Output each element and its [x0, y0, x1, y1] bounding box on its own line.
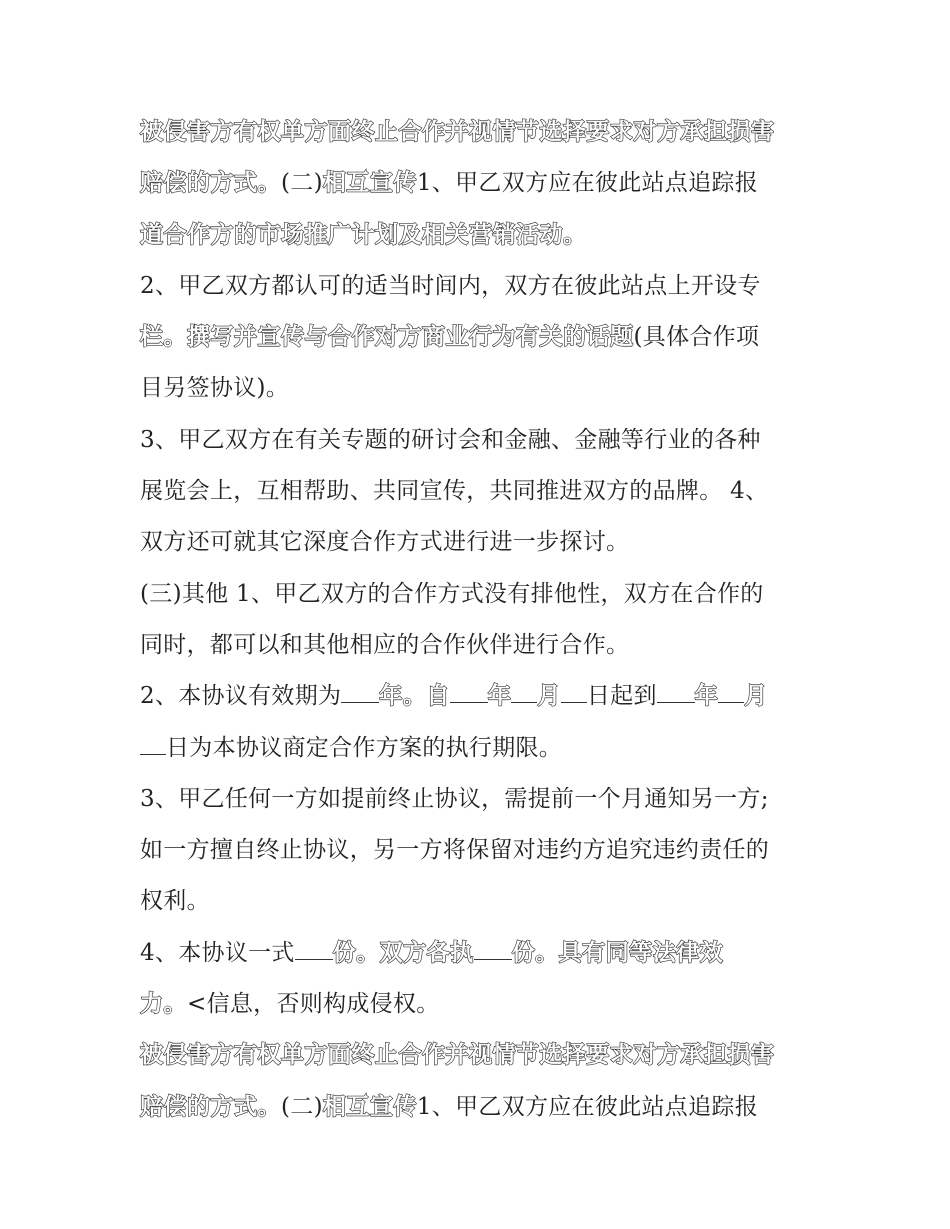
plain-text: (二) [281, 170, 323, 197]
text-line [140, 774, 820, 825]
outlined-text: 相互宣传 [322, 1093, 417, 1120]
outlined-text: 赔偿的方式。 [140, 1093, 281, 1120]
text-line [140, 415, 820, 466]
plain-text: 权利。 [140, 888, 210, 915]
plain-text: 同时，都可以和其他相应的合作伙伴进行合作。 [140, 631, 630, 658]
text-line [140, 210, 820, 261]
plain-text: 日为本协议商定合作方案的执行期限。 [166, 734, 563, 761]
outlined-text: 赔偿的方式。 [140, 170, 281, 197]
text-line [140, 363, 820, 414]
outlined-text: 被侵害方有权单方面终止合作并视情节选择要求对方承担损害 [140, 119, 775, 145]
plain-text: 3、甲乙双方在有关专题的研讨会和金融、金融等行业的各种 [140, 426, 761, 453]
plain-text: 3、甲乙任何一方如提前终止协议，需提前一个月通知另一方; [140, 785, 769, 812]
outlined-text: 被侵害方有权单方面终止合作并视情节选择要求对方承担损害 [140, 1042, 775, 1069]
plain-text: 4、本协议一式 [140, 939, 295, 966]
text-line [140, 312, 820, 363]
text-line [140, 928, 820, 979]
outlined-text: 份。双方各执 [332, 939, 474, 966]
text-line [140, 107, 820, 158]
plain-text: 2、本协议有效期为 [140, 683, 342, 710]
blank-line [341, 682, 379, 703]
blank-line [450, 682, 488, 703]
outlined-text: 年 [487, 683, 512, 710]
text-line [140, 1082, 820, 1133]
text-line [140, 876, 820, 927]
blank-line [561, 682, 587, 703]
blank-line [295, 939, 333, 960]
plain-text: 1、甲乙双方应在彼此站点追踪报 [416, 170, 758, 197]
plain-text: 1、甲乙双方应在彼此站点追踪报 [416, 1093, 758, 1120]
text-line [140, 620, 820, 671]
plain-text: 日起到 [586, 683, 657, 710]
text-line [140, 1030, 820, 1081]
outlined-text: 年 [694, 683, 719, 710]
plain-text: <信息，否则构成侵权。 [187, 991, 440, 1018]
agreement-text [140, 107, 820, 1133]
text-line [140, 723, 820, 774]
plain-text: 双方还可就其它深度合作方式进行进一步探讨。 [140, 529, 630, 556]
blank-line [511, 682, 537, 703]
outlined-text: 份。具有同等法律效 [511, 939, 724, 966]
plain-text: 目另签协议)。 [140, 375, 290, 402]
outlined-text: 栏。撰写并宣传与合作对方商业行为有关的话题 [140, 324, 634, 351]
text-line [140, 517, 820, 568]
plain-text: 展览会上，互相帮助、共同宣传，共同推进双方的品牌。 4、 [140, 478, 769, 505]
blank-line [657, 682, 695, 703]
outlined-text: 年。自 [379, 683, 450, 710]
text-line [140, 158, 820, 209]
plain-text: (二) [281, 1093, 323, 1120]
outlined-text: 力。 [140, 991, 187, 1018]
text-line [140, 261, 820, 312]
plain-text: (具体合作项 [633, 324, 760, 351]
outlined-text: 月 [744, 683, 768, 710]
text-line [140, 466, 820, 517]
outlined-text: 相互宣传 [322, 170, 417, 197]
blank-line [474, 939, 512, 960]
blank-line [718, 682, 744, 703]
outlined-text: 月 [537, 683, 561, 710]
plain-text: (三)其他 1、甲乙双方的合作方式没有排他性，双方在合作的 [140, 580, 764, 607]
outlined-text: 道合作方的市场推广计划及相关营销活动。 [140, 221, 587, 248]
text-line [140, 569, 820, 620]
plain-text: 2、甲乙双方都认可的适当时间内，双方在彼此站点上开设专 [140, 272, 761, 299]
text-line [140, 671, 820, 722]
plain-text: 如一方擅自终止协议，另一方将保留对违约方追究违约责任的 [140, 837, 770, 864]
text-line [140, 825, 820, 876]
blank-line [140, 734, 166, 755]
text-line [140, 979, 820, 1030]
